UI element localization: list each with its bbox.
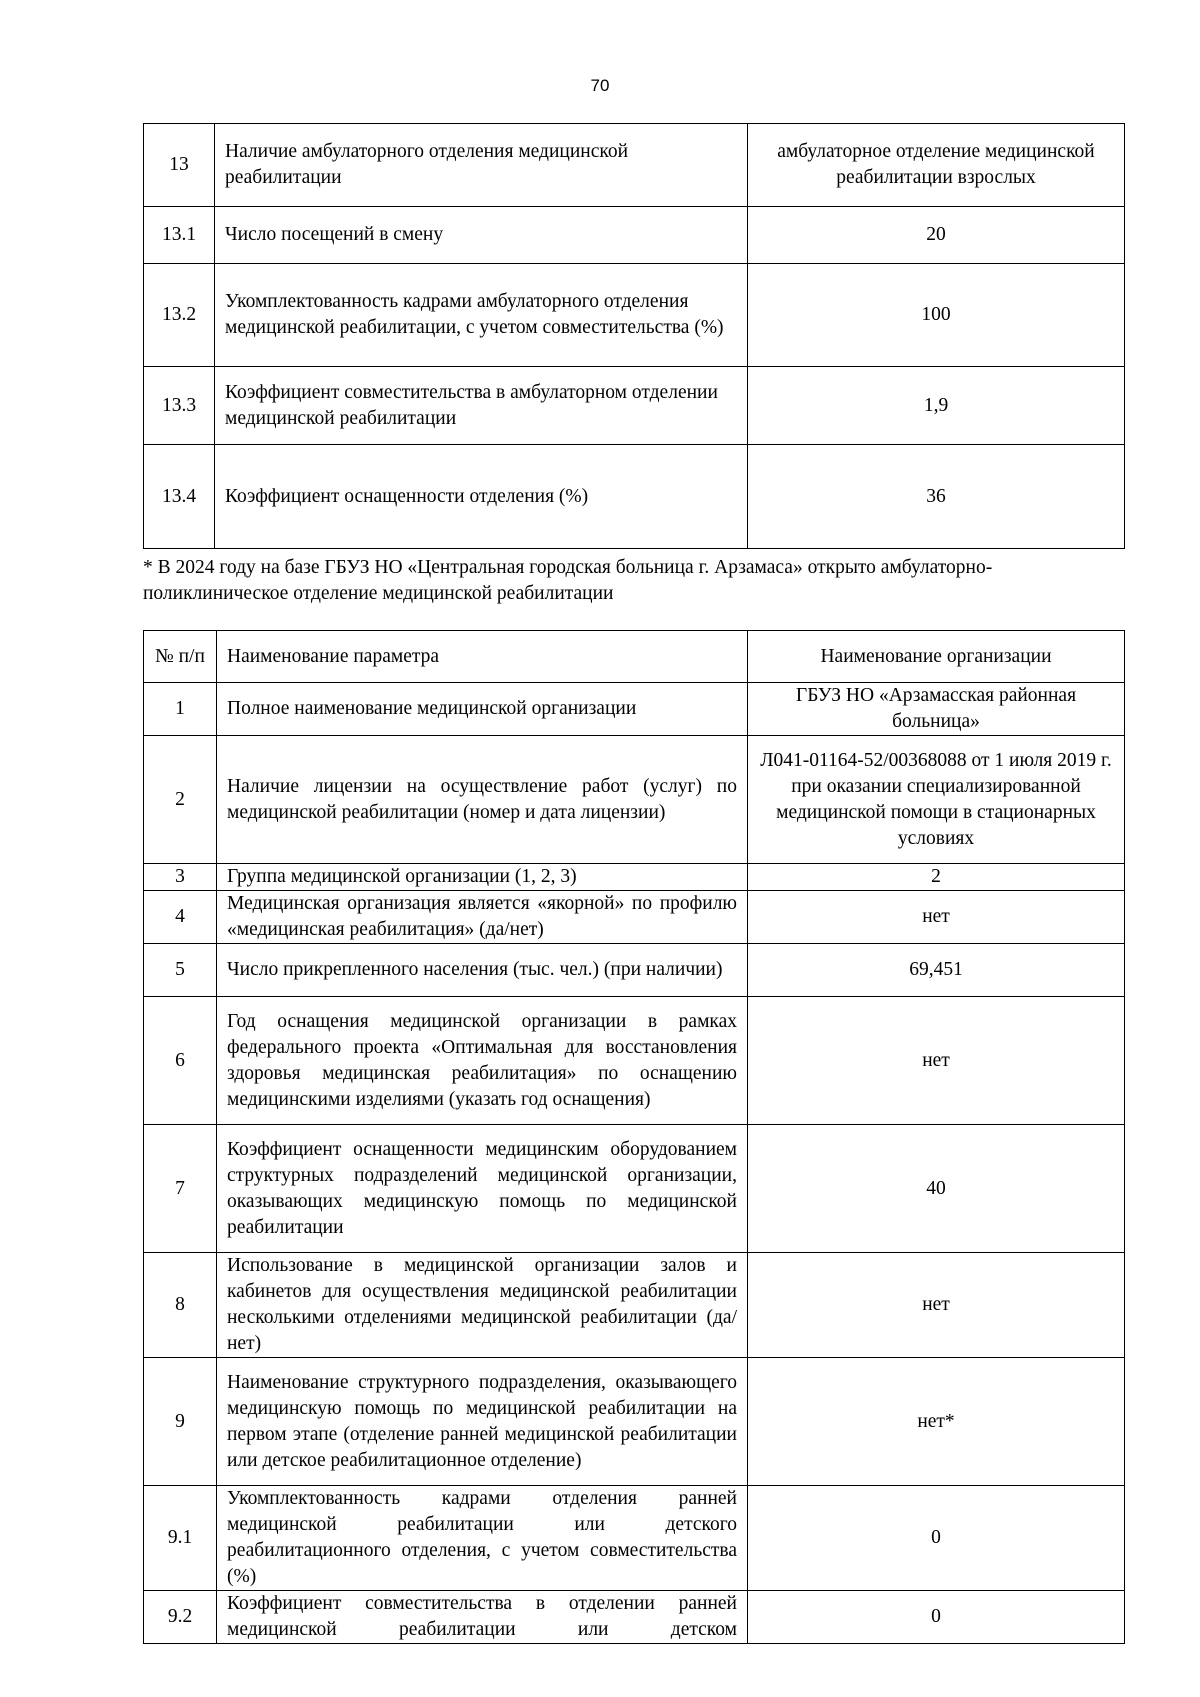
parameter-cell: Год оснащения медицинской организации в рамках федерального проекта «Оптимальная для восстановления здоровья медицинская реабилитация» по оснащению медицинскими изделиями (указать год оснащения): [217, 997, 748, 1125]
header-organization: Наименование организации: [748, 631, 1125, 683]
table-row: [144, 864, 1125, 891]
table-row: [144, 1486, 1125, 1591]
row-number: 5: [144, 944, 217, 997]
table-row: [144, 1125, 1125, 1253]
table-13-rehab-outpatient: [143, 123, 1125, 549]
value-cell: нет: [748, 1253, 1125, 1358]
value-cell: Л041-01164-52/00368088 от 1 июля 2019 г. при оказании специализированной медицинской помощи в стационарных условиях: [748, 736, 1125, 864]
row-number: 9.2: [144, 1591, 217, 1644]
row-number: 1: [144, 683, 217, 736]
table-header-row: [144, 631, 1125, 683]
value-cell: 20: [748, 207, 1125, 264]
row-number: 9.1: [144, 1486, 217, 1591]
row-number: 6: [144, 997, 217, 1125]
value-cell: 0: [748, 1486, 1125, 1591]
value-cell: нет: [748, 997, 1125, 1125]
table-row: [144, 891, 1125, 944]
parameter-cell: Медицинская организация является «якорной» по профилю «медицинская реабилитация» (да/нет): [217, 891, 748, 944]
row-number: 4: [144, 891, 217, 944]
table-row: [144, 944, 1125, 997]
table-row: [144, 683, 1125, 736]
table-row: [144, 367, 1125, 445]
table-row: [144, 124, 1125, 207]
row-number: 7: [144, 1125, 217, 1253]
table-row: [144, 997, 1125, 1125]
row-number: 13.4: [144, 445, 215, 549]
parameter-cell: Укомплектованность кадрами отделения ранней медицинской реабилитации или детского реабилитационного отделения, с учетом совместительства (%): [217, 1486, 748, 1591]
value-cell: 2: [748, 864, 1125, 891]
table-row: [144, 1253, 1125, 1358]
header-parameter: Наименование параметра: [217, 631, 748, 683]
table-organization-parameters: [143, 630, 1125, 1644]
table-row: [144, 1591, 1125, 1644]
table-row: [144, 207, 1125, 264]
parameter-cell: Число посещений в смену: [215, 207, 748, 264]
parameter-cell: Наличие амбулаторного отделения медицинской реабилитации: [215, 124, 748, 207]
parameter-cell: Наименование структурного подразделения, оказывающего медицинскую помощь по медицинской реабилитации на первом этапе (отделение ранней медицинской реабилитации или детское реабилитационное отделение): [217, 1358, 748, 1486]
value-cell: 1,9: [748, 367, 1125, 445]
row-number: 2: [144, 736, 217, 864]
header-number: № п/п: [144, 631, 217, 683]
value-cell: 100: [748, 264, 1125, 367]
value-cell: 40: [748, 1125, 1125, 1253]
row-number: 13.2: [144, 264, 215, 367]
parameter-cell: Число прикрепленного населения (тыс. чел.) (при наличии): [217, 944, 748, 997]
parameter-cell: Коэффициент совместительства в отделении ранней медицинской реабилитации или детском: [217, 1591, 748, 1644]
row-number: 8: [144, 1253, 217, 1358]
parameter-cell: Группа медицинской организации (1, 2, 3): [217, 864, 748, 891]
parameter-cell: Коэффициент оснащенности отделения (%): [215, 445, 748, 549]
table-row: [144, 445, 1125, 549]
table-row: [144, 736, 1125, 864]
parameter-cell: Коэффициент совместительства в амбулаторном отделении медицинской реабилитации: [215, 367, 748, 445]
parameter-cell: Коэффициент оснащенности медицинским оборудованием структурных подразделений медицинской организации, оказывающих медицинскую помощь по медицинской реабилитации: [217, 1125, 748, 1253]
value-cell: 0: [748, 1591, 1125, 1644]
value-cell: нет: [748, 891, 1125, 944]
page-number: 70: [590, 76, 610, 95]
value-cell: 36: [748, 445, 1125, 549]
row-number: 13.1: [144, 207, 215, 264]
value-cell: 69,451: [748, 944, 1125, 997]
value-cell: амбулаторное отделение медицинской реабилитации взрослых: [748, 124, 1125, 207]
row-number: 9: [144, 1358, 217, 1486]
row-number: 3: [144, 864, 217, 891]
parameter-cell: Наличие лицензии на осуществление работ (услуг) по медицинской реабилитации (номер и дата лицензии): [217, 736, 748, 864]
row-number: 13: [144, 124, 215, 207]
parameter-cell: Укомплектованность кадрами амбулаторного отделения медицинской реабилитации, с учетом совместительства (%): [215, 264, 748, 367]
table-row: [144, 1358, 1125, 1486]
value-cell: ГБУЗ НО «Арзамасская районная больница»: [748, 683, 1125, 736]
footnote: * В 2024 году на базе ГБУЗ НО «Центральная городская больница г. Арзамаса» открыто амбулаторно-поликлиническое отделение медицинской реабилитации: [143, 557, 993, 604]
parameter-cell: Использование в медицинской организации залов и кабинетов для осуществления медицинской реабилитации несколькими отделениями медицинской реабилитации (да/нет): [217, 1253, 748, 1358]
parameter-cell: Полное наименование медицинской организации: [217, 683, 748, 736]
row-number: 13.3: [144, 367, 215, 445]
table-row: [144, 264, 1125, 367]
value-cell: нет*: [748, 1358, 1125, 1486]
